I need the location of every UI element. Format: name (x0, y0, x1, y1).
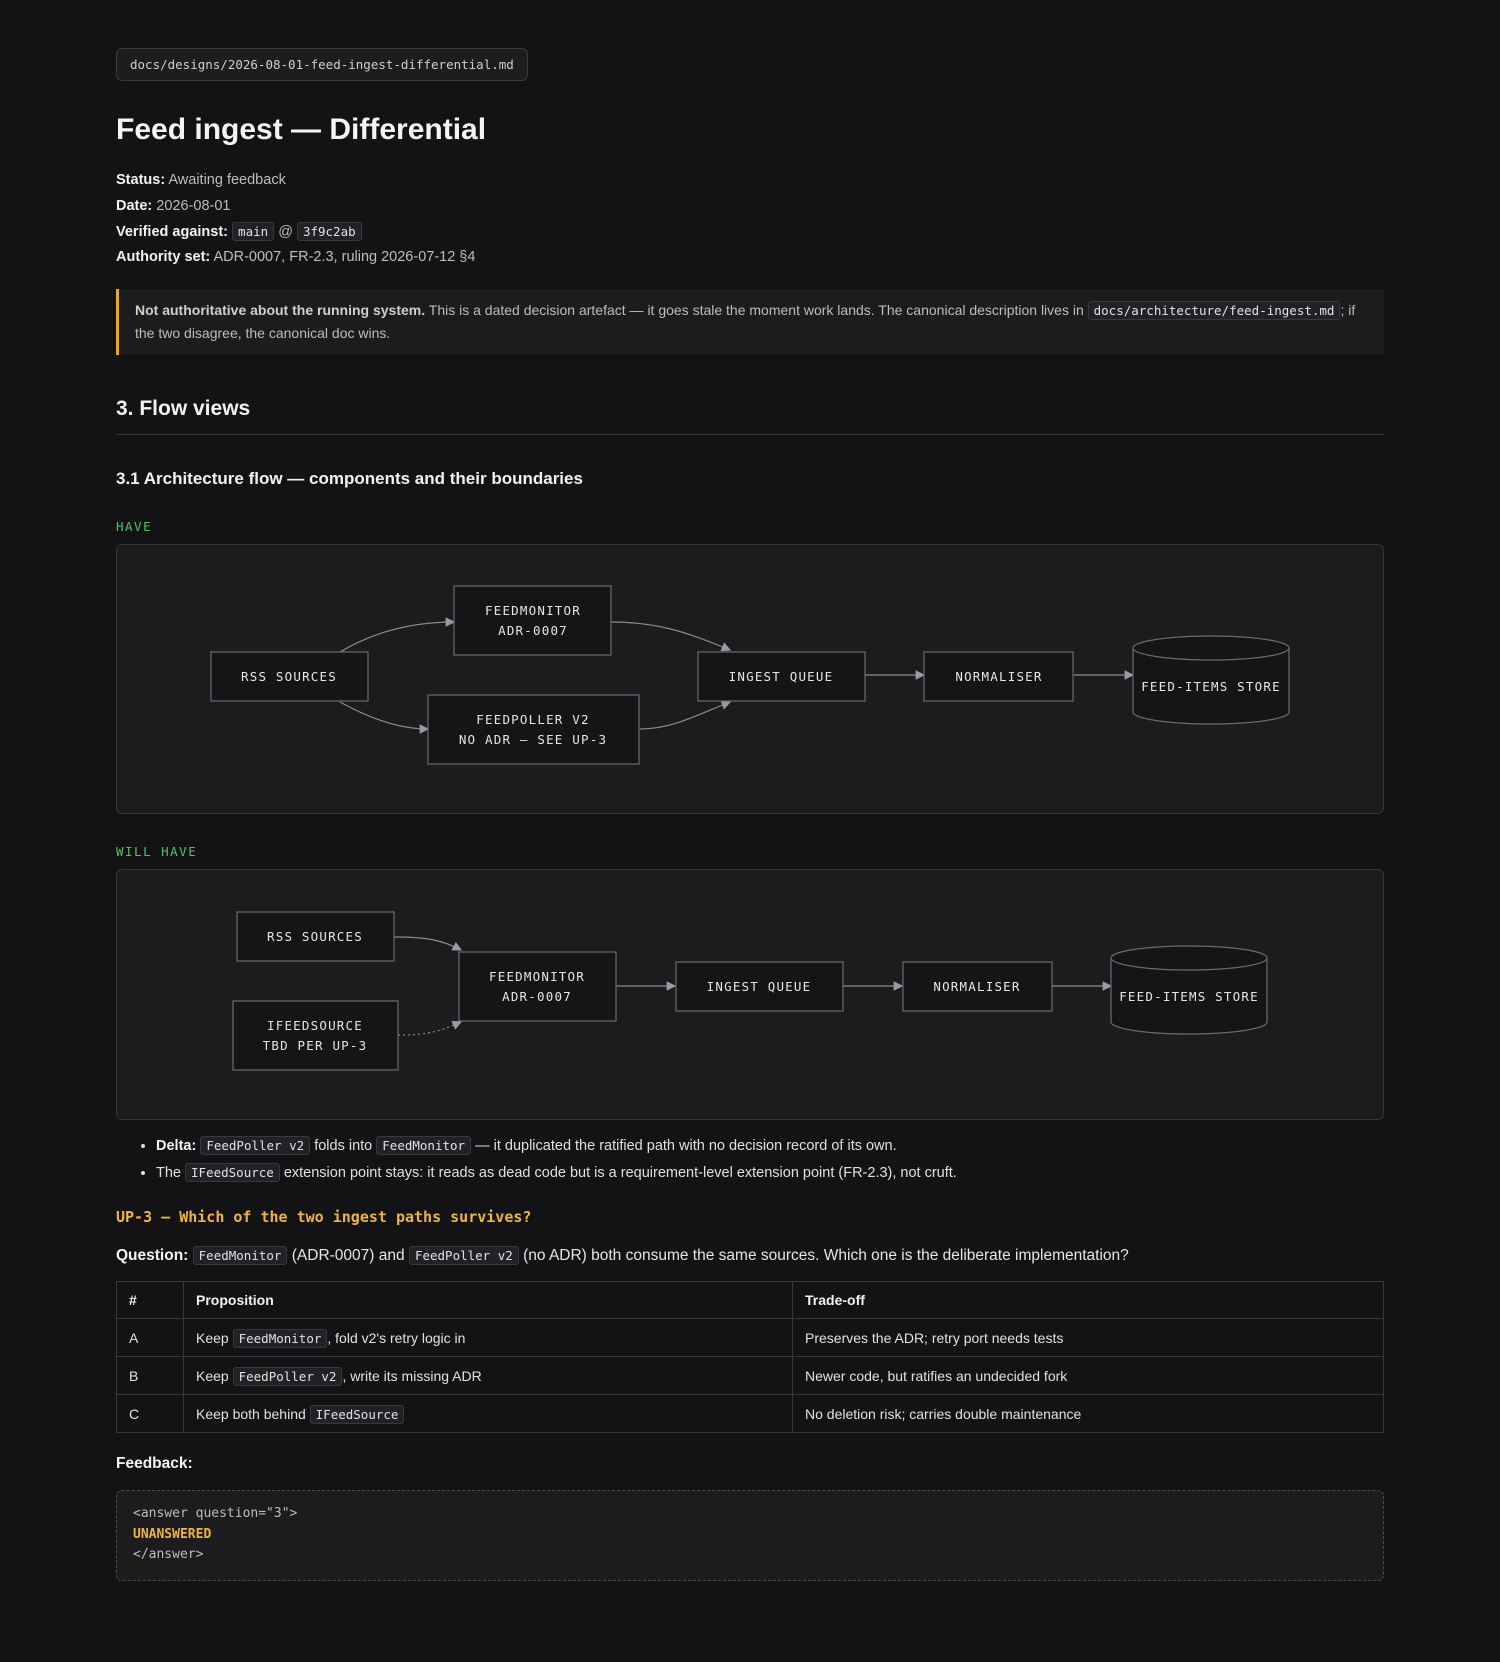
file-path-pill: docs/designs/2026-08-01-feed-ingest-differential.md (116, 48, 528, 81)
commit-code: 3f9c2ab (297, 222, 362, 241)
edge-rss-monitor (394, 937, 461, 950)
svg-text:FEEDPOLLER V2: FEEDPOLLER V2 (476, 712, 590, 727)
list-item: • Delta: FeedPoller v2 folds into FeedMonitor — it duplicated the ratified path with no decision record of its own. (156, 1132, 1384, 1159)
will-have-label: WILL HAVE (116, 844, 198, 859)
will-have-diagram-svg (117, 870, 1383, 1119)
edge-poller-queue (640, 702, 730, 729)
delta-list (116, 1132, 1384, 1186)
answer-block[interactable] (116, 1490, 1384, 1581)
up3-question: Question: FeedMonitor (ADR-0007) and FeedPoller v2 (no ADR) both consume the same sources. Which one is the deliberate implementation? (116, 1247, 1129, 1264)
svg-text:FEEDMONITOR: FEEDMONITOR (485, 603, 581, 618)
metadata-block (116, 168, 1384, 270)
node-feedpoller-v2 (428, 695, 639, 764)
svg-text:ADR-0007: ADR-0007 (502, 989, 572, 1004)
page-title: Feed ingest — Differential (116, 113, 487, 146)
subsection-heading: 3.1 Architecture flow — components and their boundaries (116, 469, 583, 488)
edge-ifeed-monitor (398, 1022, 461, 1035)
node-normaliser (903, 962, 1052, 1011)
meta-status: Status: Awaiting feedback (116, 172, 286, 188)
answer-open-tag: <answer question="3"> (133, 1506, 298, 1521)
node-ingest-queue (676, 962, 843, 1011)
branch-code: main (232, 222, 274, 241)
have-diagram-svg (117, 545, 1383, 813)
svg-text:NORMALISER: NORMALISER (933, 979, 1021, 994)
propositions-table (116, 1281, 1384, 1433)
meta-authority: Authority set: ADR-0007, FR-2.3, ruling 2026-07-12 §4 (116, 248, 476, 265)
edge-rss-monitor (340, 622, 454, 652)
node-normaliser (924, 652, 1073, 701)
feedback-label: Feedback: (116, 1455, 193, 1472)
table-row: A Keep FeedMonitor , fold v2's retry logic in Preserves the ADR; retry port needs tests (117, 1319, 1384, 1357)
node-rss-sources (237, 912, 394, 961)
up3-heading: UP-3 — Which of the two ingest paths survives? (116, 1208, 532, 1226)
warning-callout: Not authoritative about the running system. This is a dated decision artefact — it goes stale the moment work lands. The canonical description lives in docs/architecture/feed-ingest.md ; if the two disagree, the canonical doc wins. (116, 289, 1384, 355)
will-have-diagram (116, 869, 1384, 1120)
have-diagram (116, 544, 1384, 814)
svg-text:FEED-ITEMS STORE: FEED-ITEMS STORE (1119, 989, 1259, 1004)
svg-text:INGEST QUEUE: INGEST QUEUE (706, 979, 812, 994)
section-heading: 3. Flow views (116, 397, 1384, 435)
svg-text:FEED-ITEMS STORE: FEED-ITEMS STORE (1141, 679, 1281, 694)
header-number: # (117, 1282, 184, 1319)
edge-monitor-queue (611, 622, 730, 650)
node-rss-sources (211, 652, 368, 701)
table-header-row (117, 1282, 1384, 1319)
edge-rss-poller (340, 702, 428, 729)
table-row: B Keep FeedPoller v2 , write its missing ADR Newer code, but ratifies an undecided fork (117, 1357, 1384, 1395)
answer-state[interactable]: UNANSWERED (133, 1526, 212, 1542)
svg-text:IFEEDSOURCE: IFEEDSOURCE (267, 1018, 363, 1033)
meta-verified: Verified against: main @ 3f9c2ab (116, 219, 1384, 245)
node-ingest-queue (698, 652, 865, 701)
have-label: HAVE (116, 519, 153, 534)
svg-text:TBD PER UP-3: TBD PER UP-3 (262, 1038, 368, 1053)
svg-text:INGEST QUEUE: INGEST QUEUE (728, 669, 834, 684)
svg-text:RSS SOURCES: RSS SOURCES (241, 669, 337, 684)
node-feedmonitor (454, 586, 611, 655)
meta-date: Date: 2026-08-01 (116, 197, 231, 214)
node-ifeedsource (233, 1001, 398, 1070)
svg-text:NORMALISER: NORMALISER (955, 669, 1043, 684)
svg-text:RSS SOURCES: RSS SOURCES (267, 929, 363, 944)
header-tradeoff: Trade-off (793, 1282, 1384, 1319)
svg-text:FEEDMONITOR: FEEDMONITOR (489, 969, 585, 984)
node-feed-items-store (1133, 636, 1289, 724)
svg-text:NO ADR — SEE UP-3: NO ADR — SEE UP-3 (458, 732, 608, 747)
list-item: • The IFeedSource extension point stays: it reads as dead code but is a requirement-level extension point (FR-2.3), not cruft. (156, 1159, 1384, 1186)
svg-text:ADR-0007: ADR-0007 (498, 623, 568, 638)
header-proposition: Proposition (184, 1282, 793, 1319)
node-feedmonitor (459, 952, 616, 1021)
table-row: C Keep both behind IFeedSource No deletion risk; carries double maintenance (117, 1395, 1384, 1433)
document (116, 0, 1384, 1581)
node-feed-items-store (1111, 946, 1267, 1034)
answer-close-tag: </answer> (133, 1547, 204, 1562)
canonical-doc-code: docs/architecture/feed-ingest.md (1088, 301, 1341, 320)
